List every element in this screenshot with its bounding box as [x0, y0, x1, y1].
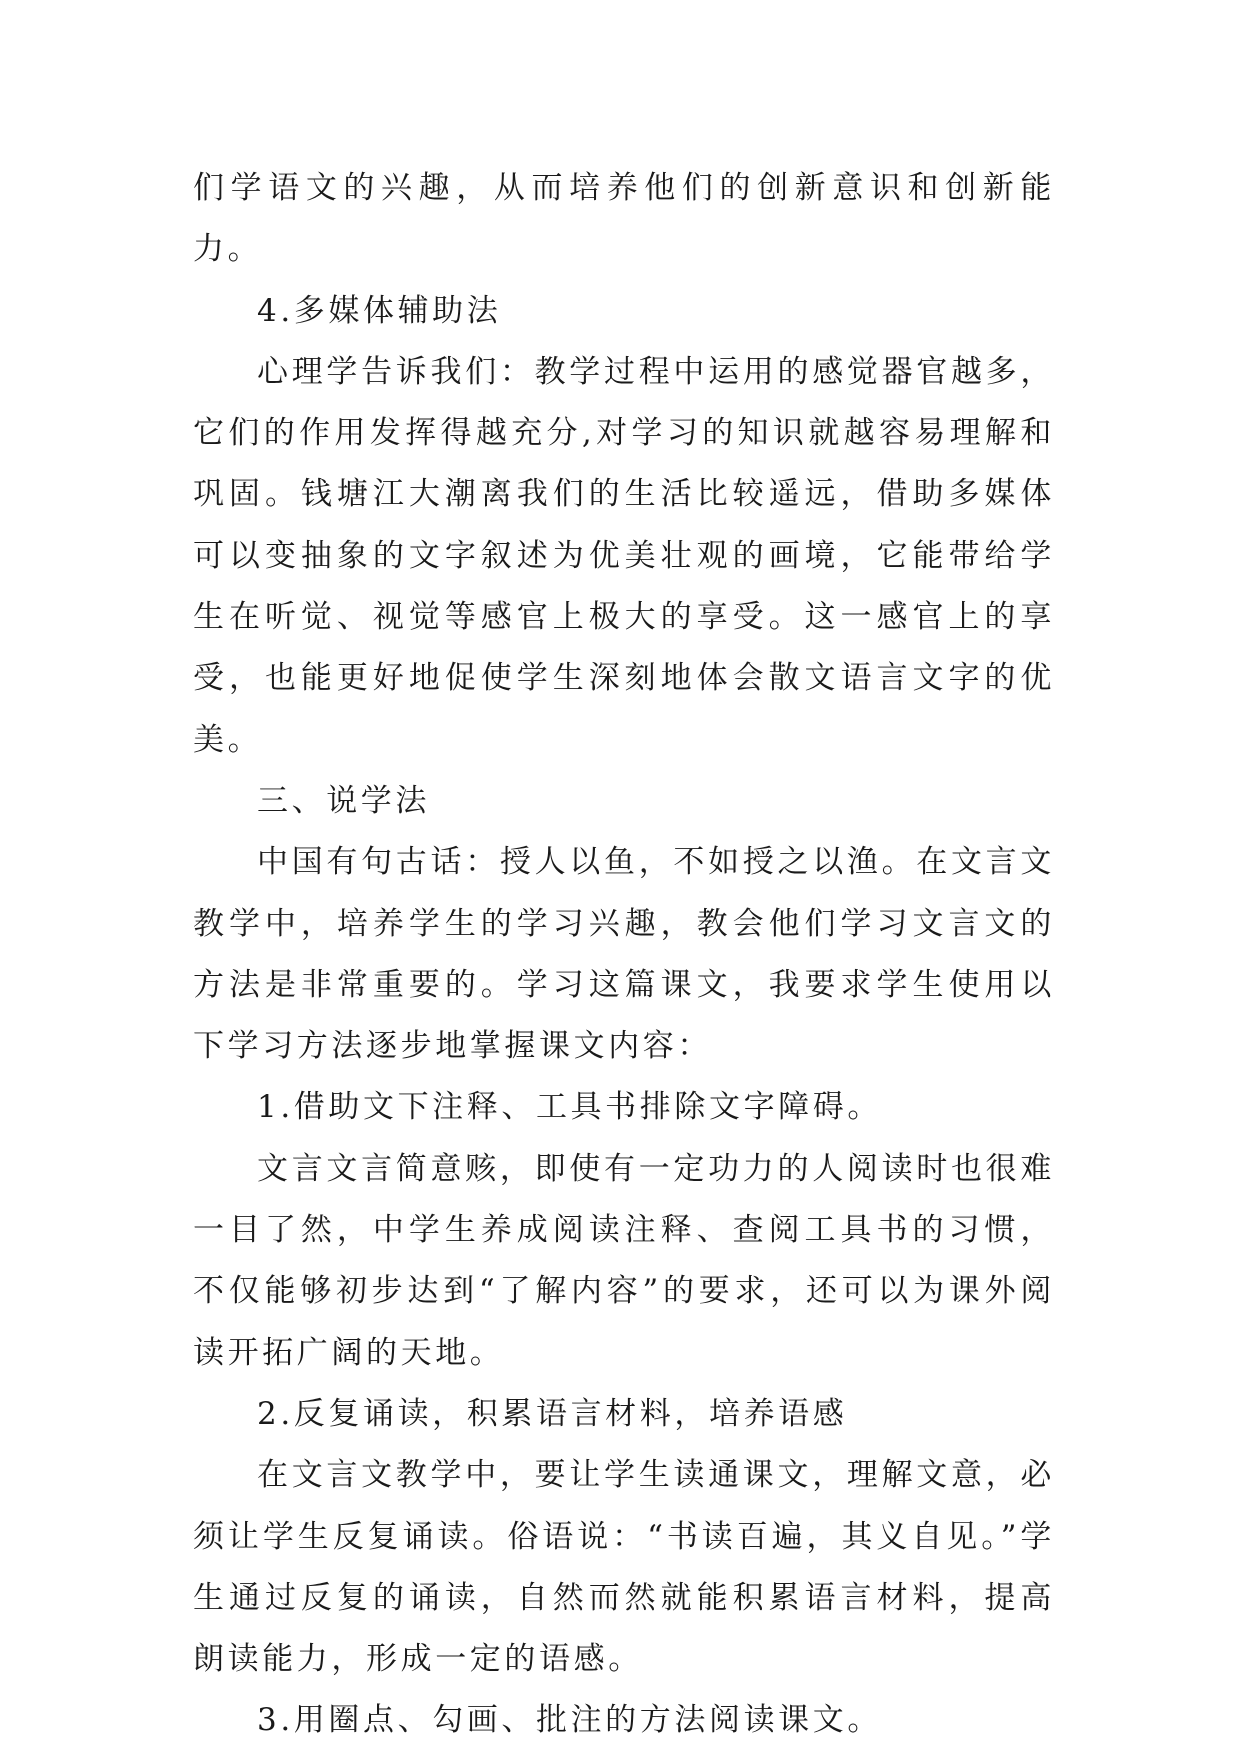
section-heading-learning-method: 三、说学法 [257, 782, 430, 819]
paragraph-classical-chinese: 文言文言简意赅，即使有一定功力的人阅读时也很难一目了然，中学生养成阅读注释、查阅工具书的习惯，不仅能够初步达到“了解内容”的要求，还可以为课外阅读开拓广阔的天地。 [193, 1150, 1055, 1371]
section-heading-annotations: 1.借助文下注释、工具书排除文字障碍。 [257, 1089, 882, 1126]
section-heading-multimedia: 4.多媒体辅助法 [257, 292, 502, 329]
section-heading-marking: 3.用圈点、勾画、批注的方法阅读课文。 [257, 1702, 882, 1739]
paragraph-recitation: 在文言文教学中，要让学生读通课文，理解文意，必须让学生反复诵读。俗语说：“书读百遍，其义自见。”学生通过反复的诵读，自然而然就能积累语言材料，提高朗读能力，形成一定的语感。 [193, 1457, 1055, 1678]
paragraph-proverb: 中国有句古话：授人以鱼，不如授之以渔。在文言文教学中，培养学生的学习兴趣，教会他们学习文言文的方法是非常重要的。学习这篇课文，我要求学生使用以下学习方法逐步地掌握课文内容： [193, 844, 1055, 1065]
paragraph-psychology: 心理学告诉我们：教学过程中运用的感觉器官越多，它们的作用发挥得越充分,对学习的知识就越容易理解和巩固。钱塘江大潮离我们的生活比较遥远，借助多媒体可以变抽象的文字叙述为优美壮观的画境，它能带给学生在听觉、视觉等感官上极大的享受。这一感官上的享受，也能更好地促使学生深刻地体会散文语言文字的优美。 [193, 353, 1055, 758]
document-body [193, 158, 1055, 1752]
section-heading-recitation: 2.反复诵读，积累语言材料，培养语感 [257, 1395, 848, 1432]
paragraph-continuation: 们学语文的兴趣，从而培养他们的创新意识和创新能力。 [193, 170, 1055, 268]
